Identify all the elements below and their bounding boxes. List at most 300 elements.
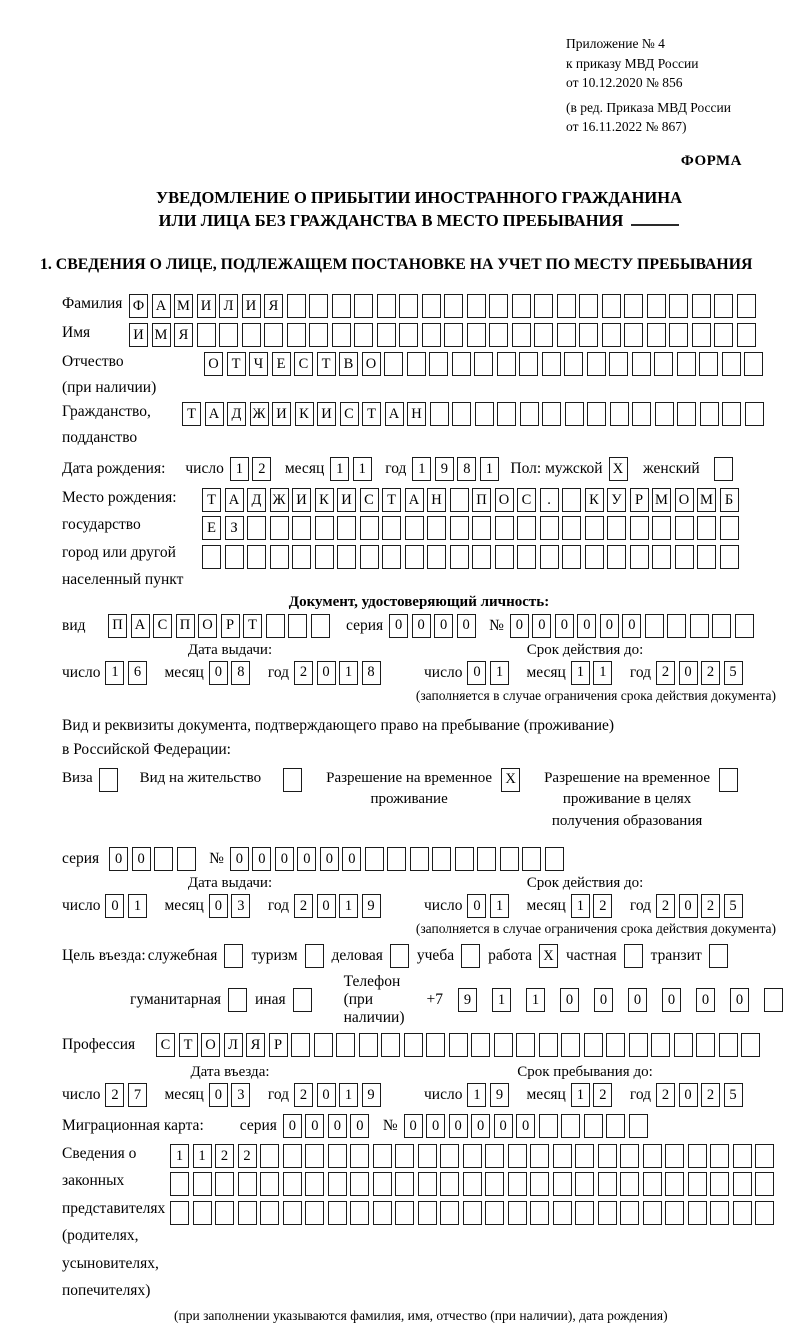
char-box[interactable] [562,488,581,512]
char-box[interactable]: А [152,294,171,318]
gender-male-checkbox[interactable]: X [609,457,628,481]
char-box[interactable] [395,1144,414,1168]
char-box[interactable] [585,545,604,569]
char-box[interactable] [624,323,643,347]
char-box[interactable] [463,1144,482,1168]
char-box[interactable] [287,323,306,347]
char-box[interactable] [665,1201,684,1225]
char-box[interactable] [722,352,741,376]
char-box[interactable] [455,847,474,871]
char-box[interactable]: 0 [662,988,681,1012]
char-box[interactable]: Т [179,1033,198,1057]
char-box[interactable] [755,1201,774,1225]
char-box[interactable] [669,323,688,347]
char-box[interactable] [688,1172,707,1196]
char-box[interactable]: 9 [458,988,477,1012]
char-box[interactable]: П [472,488,491,512]
char-box[interactable]: 2 [701,894,720,918]
char-box[interactable] [440,1201,459,1225]
char-box[interactable] [410,847,429,871]
char-box[interactable] [534,323,553,347]
char-box[interactable] [714,323,733,347]
char-box[interactable] [193,1201,212,1225]
char-box[interactable]: 1 [490,661,509,685]
char-box[interactable] [283,1172,302,1196]
option-residence-permit-checkbox[interactable] [283,768,302,792]
char-box[interactable] [710,1144,729,1168]
char-box[interactable]: 0 [560,988,579,1012]
char-box[interactable] [440,1144,459,1168]
char-box[interactable]: Е [272,352,291,376]
char-box[interactable]: 3 [231,1083,250,1107]
char-box[interactable] [530,1201,549,1225]
char-box[interactable]: 6 [128,661,147,685]
char-box[interactable] [382,545,401,569]
char-box[interactable]: И [317,402,336,426]
char-box[interactable]: 5 [724,894,743,918]
char-box[interactable]: 0 [412,614,431,638]
char-box[interactable]: М [697,488,716,512]
char-box[interactable] [737,323,756,347]
char-box[interactable] [579,323,598,347]
char-box[interactable] [553,1172,572,1196]
char-box[interactable] [477,847,496,871]
char-box[interactable] [553,1201,572,1225]
char-box[interactable] [264,323,283,347]
char-box[interactable] [540,545,559,569]
char-box[interactable] [337,545,356,569]
char-box[interactable]: 0 [283,1114,302,1138]
char-box[interactable]: 0 [532,614,551,638]
char-box[interactable]: П [108,614,127,638]
char-box[interactable]: . [540,488,559,512]
char-box[interactable]: 0 [730,988,749,1012]
char-box[interactable] [630,545,649,569]
char-box[interactable] [427,545,446,569]
char-box[interactable] [534,294,553,318]
char-box[interactable] [539,1114,558,1138]
char-box[interactable] [520,402,539,426]
char-box[interactable]: 1 [490,894,509,918]
char-box[interactable] [215,1201,234,1225]
char-box[interactable] [710,1201,729,1225]
char-box[interactable]: Ч [249,352,268,376]
char-box[interactable] [260,1201,279,1225]
char-box[interactable] [360,516,379,540]
char-box[interactable] [427,516,446,540]
char-box[interactable] [422,323,441,347]
char-box[interactable] [381,1033,400,1057]
char-box[interactable] [587,352,606,376]
char-box[interactable] [654,352,673,376]
purpose-official-checkbox[interactable] [224,944,243,968]
char-box[interactable] [404,1033,423,1057]
char-box[interactable]: И [272,402,291,426]
char-box[interactable] [440,1172,459,1196]
char-box[interactable] [647,323,666,347]
char-box[interactable] [373,1201,392,1225]
char-box[interactable] [630,516,649,540]
char-box[interactable]: 0 [105,894,124,918]
char-box[interactable] [733,1172,752,1196]
char-box[interactable] [475,402,494,426]
char-box[interactable] [675,545,694,569]
char-box[interactable]: В [339,352,358,376]
char-box[interactable]: 0 [679,1083,698,1107]
char-box[interactable]: П [176,614,195,638]
char-box[interactable]: 0 [679,894,698,918]
char-box[interactable] [449,1033,468,1057]
char-box[interactable] [270,516,289,540]
char-box[interactable] [607,545,626,569]
char-box[interactable]: Р [221,614,240,638]
char-box[interactable]: А [131,614,150,638]
char-box[interactable] [696,1033,715,1057]
char-box[interactable]: 1 [467,1083,486,1107]
char-box[interactable]: Ф [129,294,148,318]
char-box[interactable]: 0 [317,894,336,918]
char-box[interactable] [517,516,536,540]
char-box[interactable]: Е [202,516,221,540]
char-box[interactable] [562,516,581,540]
char-box[interactable]: 1 [353,457,372,481]
char-box[interactable]: Я [264,294,283,318]
char-box[interactable] [598,1172,617,1196]
purpose-business-checkbox[interactable] [390,944,409,968]
char-box[interactable]: 9 [362,894,381,918]
char-box[interactable]: О [198,614,217,638]
char-box[interactable] [384,352,403,376]
char-box[interactable] [472,516,491,540]
char-box[interactable]: 9 [435,457,454,481]
char-box[interactable] [553,1144,572,1168]
char-box[interactable] [561,1033,580,1057]
char-box[interactable]: С [360,488,379,512]
char-box[interactable]: 0 [320,847,339,871]
char-box[interactable]: 0 [389,614,408,638]
char-box[interactable] [620,1201,639,1225]
char-box[interactable]: 0 [622,614,641,638]
char-box[interactable] [575,1201,594,1225]
purpose-transit-checkbox[interactable] [709,944,728,968]
char-box[interactable] [677,402,696,426]
char-box[interactable]: М [652,488,671,512]
char-box[interactable] [328,1172,347,1196]
char-box[interactable] [373,1144,392,1168]
char-box[interactable] [225,545,244,569]
char-box[interactable]: 8 [362,661,381,685]
char-box[interactable] [602,294,621,318]
char-box[interactable] [495,545,514,569]
char-box[interactable] [373,1172,392,1196]
char-box[interactable]: А [385,402,404,426]
char-box[interactable] [755,1144,774,1168]
char-box[interactable]: 1 [170,1144,189,1168]
char-box[interactable] [755,1172,774,1196]
char-box[interactable] [489,294,508,318]
char-box[interactable] [720,516,739,540]
char-box[interactable] [219,323,238,347]
char-box[interactable] [418,1172,437,1196]
char-box[interactable]: Я [174,323,193,347]
char-box[interactable]: Я [246,1033,265,1057]
char-box[interactable]: О [201,1033,220,1057]
char-box[interactable] [598,1201,617,1225]
char-box[interactable] [720,545,739,569]
char-box[interactable] [737,294,756,318]
char-box[interactable]: И [242,294,261,318]
char-box[interactable]: 9 [490,1083,509,1107]
char-box[interactable]: 0 [317,661,336,685]
char-box[interactable]: Т [317,352,336,376]
char-box[interactable] [354,294,373,318]
char-box[interactable] [283,1201,302,1225]
char-box[interactable]: А [205,402,224,426]
char-box[interactable]: А [225,488,244,512]
char-box[interactable] [260,1172,279,1196]
char-box[interactable]: 2 [701,1083,720,1107]
char-box[interactable]: 0 [471,1114,490,1138]
char-box[interactable] [215,1172,234,1196]
char-box[interactable]: К [585,488,604,512]
char-box[interactable]: 0 [577,614,596,638]
char-box[interactable] [508,1172,527,1196]
char-box[interactable] [688,1144,707,1168]
char-box[interactable]: 0 [209,1083,228,1107]
char-box[interactable] [422,294,441,318]
char-box[interactable] [311,614,330,638]
char-box[interactable]: О [204,352,223,376]
char-box[interactable]: 9 [362,1083,381,1107]
char-box[interactable]: 0 [696,988,715,1012]
char-box[interactable] [710,1172,729,1196]
char-box[interactable] [712,614,731,638]
char-box[interactable] [444,294,463,318]
purpose-study-checkbox[interactable] [461,944,480,968]
char-box[interactable] [522,847,541,871]
char-box[interactable] [516,1033,535,1057]
char-box[interactable]: 1 [526,988,545,1012]
char-box[interactable]: 2 [656,661,675,685]
char-box[interactable] [598,1144,617,1168]
char-box[interactable] [545,847,564,871]
char-box[interactable]: 1 [593,661,612,685]
char-box[interactable]: 2 [294,661,313,685]
char-box[interactable]: 0 [275,847,294,871]
char-box[interactable] [407,352,426,376]
char-box[interactable] [452,352,471,376]
char-box[interactable] [395,1172,414,1196]
char-box[interactable] [542,352,561,376]
char-box[interactable] [305,1144,324,1168]
char-box[interactable] [647,294,666,318]
char-box[interactable]: 0 [628,988,647,1012]
char-box[interactable]: М [174,294,193,318]
char-box[interactable] [690,614,709,638]
char-box[interactable] [722,402,741,426]
char-box[interactable]: 0 [342,847,361,871]
char-box[interactable] [584,1033,603,1057]
char-box[interactable]: 0 [449,1114,468,1138]
char-box[interactable] [377,323,396,347]
char-box[interactable] [508,1201,527,1225]
char-box[interactable]: А [405,488,424,512]
char-box[interactable]: Т [227,352,246,376]
char-box[interactable] [399,323,418,347]
char-box[interactable]: 2 [252,457,271,481]
char-box[interactable] [587,402,606,426]
char-box[interactable] [350,1201,369,1225]
char-box[interactable] [450,488,469,512]
char-box[interactable] [305,1201,324,1225]
char-box[interactable]: О [495,488,514,512]
char-box[interactable] [562,545,581,569]
char-box[interactable] [652,545,671,569]
char-box[interactable] [452,402,471,426]
char-box[interactable] [292,516,311,540]
char-box[interactable] [309,294,328,318]
char-box[interactable]: Ж [250,402,269,426]
char-box[interactable] [733,1201,752,1225]
char-box[interactable] [430,402,449,426]
char-box[interactable]: Т [382,488,401,512]
char-box[interactable] [620,1144,639,1168]
char-box[interactable] [530,1172,549,1196]
option-temp-residence-checkbox[interactable]: X [501,768,520,792]
char-box[interactable] [247,545,266,569]
char-box[interactable] [266,614,285,638]
char-box[interactable] [359,1033,378,1057]
char-box[interactable] [512,323,531,347]
char-box[interactable]: Б [720,488,739,512]
char-box[interactable] [170,1201,189,1225]
char-box[interactable]: С [153,614,172,638]
gender-female-checkbox[interactable] [714,457,733,481]
char-box[interactable]: 2 [593,1083,612,1107]
char-box[interactable]: 0 [230,847,249,871]
char-box[interactable] [530,1144,549,1168]
char-box[interactable]: 0 [494,1114,513,1138]
char-box[interactable] [610,402,629,426]
char-box[interactable] [667,614,686,638]
char-box[interactable]: И [197,294,216,318]
char-box[interactable]: 0 [679,661,698,685]
char-box[interactable] [719,1033,738,1057]
char-box[interactable]: М [152,323,171,347]
char-box[interactable]: 0 [317,1083,336,1107]
char-box[interactable]: Л [219,294,238,318]
char-box[interactable] [624,294,643,318]
char-box[interactable] [494,1033,513,1057]
char-box[interactable]: С [156,1033,175,1057]
char-box[interactable]: Л [224,1033,243,1057]
char-box[interactable] [714,294,733,318]
char-box[interactable] [606,1114,625,1138]
char-box[interactable] [337,516,356,540]
char-box[interactable]: 1 [412,457,431,481]
char-box[interactable] [764,988,783,1012]
char-box[interactable]: 1 [230,457,249,481]
char-box[interactable] [350,1144,369,1168]
char-box[interactable] [602,323,621,347]
char-box[interactable] [350,1172,369,1196]
char-box[interactable] [665,1172,684,1196]
char-box[interactable]: 2 [593,894,612,918]
char-box[interactable] [418,1144,437,1168]
char-box[interactable]: 0 [297,847,316,871]
char-box[interactable] [377,294,396,318]
char-box[interactable]: 0 [109,847,128,871]
char-box[interactable] [579,294,598,318]
char-box[interactable] [202,545,221,569]
char-box[interactable] [606,1033,625,1057]
char-box[interactable]: 1 [571,661,590,685]
char-box[interactable]: 1 [128,894,147,918]
char-box[interactable] [395,1201,414,1225]
char-box[interactable] [697,545,716,569]
char-box[interactable]: И [337,488,356,512]
char-box[interactable]: 1 [193,1144,212,1168]
char-box[interactable] [512,294,531,318]
char-box[interactable]: С [294,352,313,376]
char-box[interactable]: О [675,488,694,512]
char-box[interactable] [426,1033,445,1057]
char-box[interactable]: 0 [467,661,486,685]
char-box[interactable] [584,1114,603,1138]
char-box[interactable] [399,294,418,318]
char-box[interactable] [354,323,373,347]
char-box[interactable] [238,1172,257,1196]
char-box[interactable] [575,1172,594,1196]
char-box[interactable]: 0 [467,894,486,918]
char-box[interactable] [472,545,491,569]
char-box[interactable] [665,1144,684,1168]
char-box[interactable] [699,352,718,376]
char-box[interactable]: Д [247,488,266,512]
char-box[interactable]: 2 [294,1083,313,1107]
char-box[interactable]: Д [227,402,246,426]
char-box[interactable] [332,294,351,318]
char-box[interactable] [336,1033,355,1057]
char-box[interactable]: 5 [724,1083,743,1107]
char-box[interactable] [387,847,406,871]
purpose-work-checkbox[interactable]: X [539,944,558,968]
char-box[interactable] [692,323,711,347]
char-box[interactable]: И [292,488,311,512]
char-box[interactable]: Р [630,488,649,512]
char-box[interactable] [474,352,493,376]
char-box[interactable] [497,402,516,426]
char-box[interactable] [733,1144,752,1168]
char-box[interactable]: 3 [231,894,250,918]
char-box[interactable] [500,847,519,871]
char-box[interactable]: К [315,488,334,512]
char-box[interactable] [675,516,694,540]
char-box[interactable] [585,516,604,540]
char-box[interactable]: И [129,323,148,347]
char-box[interactable] [463,1172,482,1196]
char-box[interactable] [485,1144,504,1168]
option-temp-residence-education-checkbox[interactable] [719,768,738,792]
char-box[interactable] [652,516,671,540]
purpose-tourism-checkbox[interactable] [305,944,324,968]
char-box[interactable] [735,614,754,638]
char-box[interactable] [283,1144,302,1168]
char-box[interactable]: 8 [457,457,476,481]
char-box[interactable]: Н [427,488,446,512]
char-box[interactable] [405,516,424,540]
char-box[interactable] [450,516,469,540]
